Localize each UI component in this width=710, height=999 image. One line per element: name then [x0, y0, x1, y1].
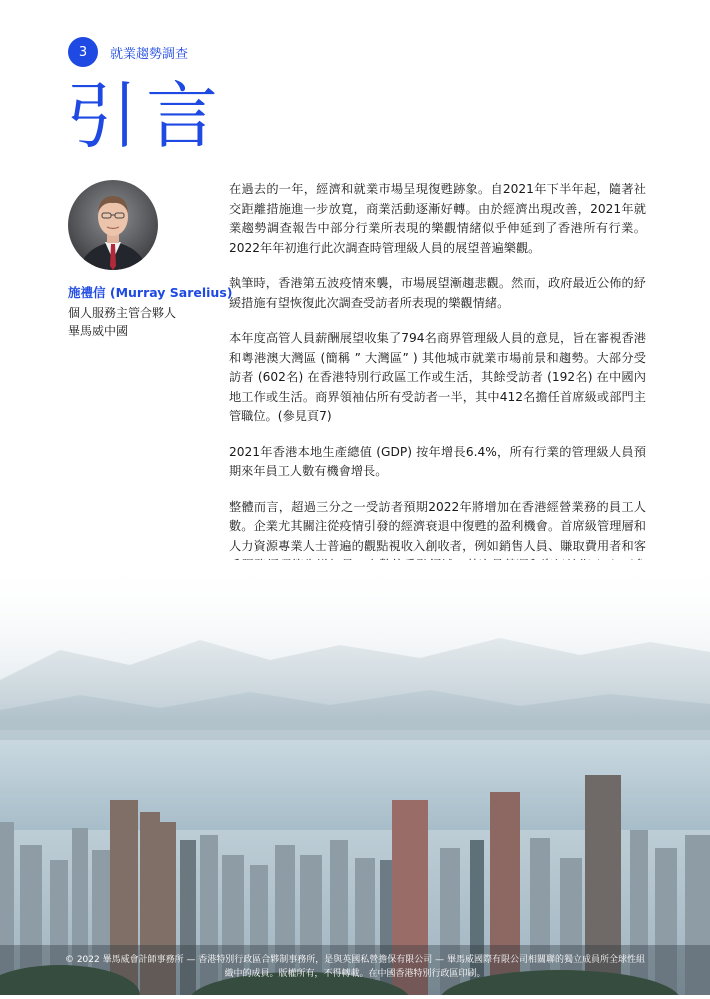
- copyright-line: 織中的成員。版權所有，不得轉載。在中國香港特別行政區印刷。: [224, 969, 486, 979]
- author-role: [68, 304, 176, 340]
- page-number-badge: 3: [68, 37, 98, 67]
- paragraph: 在過去的一年，經濟和就業市場呈現復甦跡象。自2021年下半年起，隨著社交距離措施進一步放寬，商業活動逐漸好轉。由於經濟出現改善，2021年就業趨勢調查報告中部分行業所表現的樂觀情緒似乎伸延到了香港所有行業。2022年年初進行此次調查時管理級人員的展望普遍樂觀。: [229, 182, 646, 255]
- author-title: 個人服務主管合夥人: [68, 306, 177, 320]
- city-skyline-image: [0, 560, 710, 995]
- section-title: 就業趨勢調查: [110, 47, 189, 62]
- author-company: 畢馬威中國: [68, 324, 129, 338]
- paragraph: 整體而言，超過三分之一受訪者預期2022年將增加在香港經營業務的員工人數。企業尤其關注從疫情引發的經濟衰退中復甦的盈利機會。首席級管理層和人力資源專業人士普遍的觀點視收入創收者，例如銷售人員、賺取費用者和客: [229, 499, 646, 553]
- copyright-line: © 2022 畢馬威會計師事務所 — 香港特別行政區合夥制事務所，是與英國私營擔保有限公司 — 畢馬威國際有限公司相關聯的獨立成員所全球性組: [64, 955, 646, 965]
- paragraph: 2021年香港本地生產總值 (GDP) 按年增長6.4%，所有行業的管理級人員預期來年員工人數有機會增長。: [229, 444, 646, 478]
- page-title: 引言: [66, 74, 227, 158]
- paragraph: 本年度高管人員薪酬展望收集了794名商界管理級人員的意見，旨在審視香港和粵港澳大灣區 (簡稱 ” 大灣區” ) 其他城市就業市場前景和趨勢。大部分受訪者 (602名) 在香港特別行政區工作或生活，其餘受訪者 (192名) 在中國內地工作或生活。商界領袖佔所有受訪者一半，其中412名擔任首席級或部門主管職位。(參見頁7): [229, 331, 646, 423]
- author-portrait: [68, 180, 158, 270]
- author-name: 施禮信 (Murray Sarelius): [68, 285, 233, 300]
- copyright-footer: [60, 953, 650, 981]
- paragraph: 執筆時，香港第五波疫情來襲，市場展望漸趨悲觀。然而，政府最近公佈的紓緩措施有望恢復此次調查受訪者所表現的樂觀情緒。: [229, 276, 646, 310]
